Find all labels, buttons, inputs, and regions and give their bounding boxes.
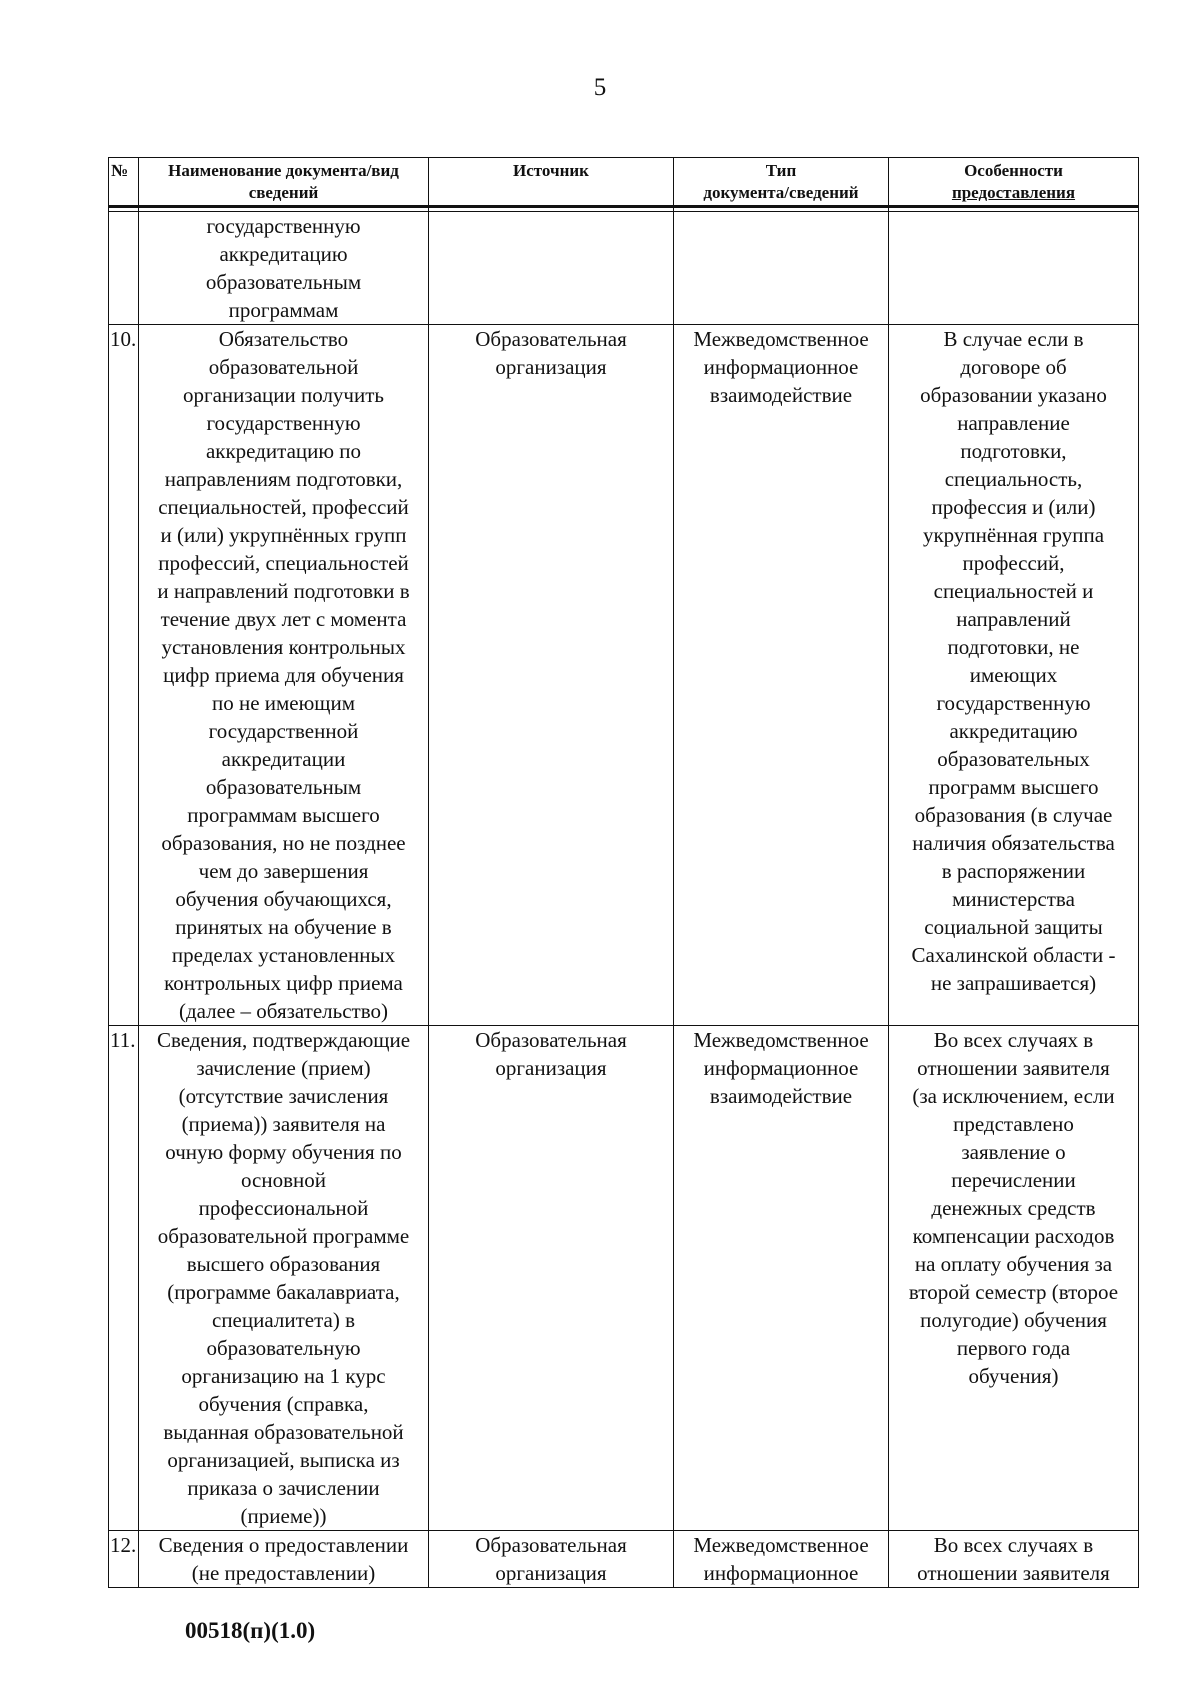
name-line: профессий, специальностей [158,551,409,575]
features-line: компенсации расходов [912,1224,1115,1248]
name-line: (приема)) заявителя на [181,1112,386,1136]
features-line: имеющих [969,663,1058,687]
name-line: зачисление (прием) [196,1056,371,1080]
features-line: социальной защиты [924,915,1103,939]
features-line: специальность, [944,467,1083,491]
name-line: очную форму обучения по [165,1140,402,1164]
features-line: обучения) [968,1364,1059,1388]
name-line: установления контрольных [161,635,406,659]
header-type-line: документа/сведений [703,183,859,202]
cell-type [674,1026,889,1531]
cell-name [139,325,429,1026]
header-features-line: предоставления [951,183,1076,202]
name-line: государственную [206,411,361,435]
features-line: (за исключением, если [912,1084,1115,1108]
name-line: аккредитацию по [205,439,362,463]
name-line: программам высшего [187,803,380,827]
header-type-line: Тип [765,161,797,180]
name-line: по не имеющим [211,691,356,715]
name-line: образовательным [205,270,362,294]
source-line: Образовательная [475,1533,627,1557]
cell-type [674,325,889,1026]
name-line: выданная образовательной [163,1420,404,1444]
features-line: В случае если в [943,327,1084,351]
name-line: (далее – обязательство) [178,999,388,1023]
features-line: направлений [956,607,1071,631]
header-type [674,158,889,207]
name-line: государственную [206,214,361,238]
type-line: информационное [703,355,859,379]
features-line: перечислении [951,1168,1076,1192]
features-line: заявление о [961,1140,1066,1164]
row-number [109,212,139,325]
name-line: образовательную [206,1336,361,1360]
page-number: 5 [593,74,607,101]
name-line: (программе бакалавриата, [167,1280,400,1304]
name-line: направлениям подготовки, [164,467,403,491]
cell-features [889,325,1139,1026]
features-line: образовании указано [920,383,1107,407]
name-line: организацию на 1 курс [181,1364,386,1388]
name-line: и (или) укрупнённых групп [160,523,407,547]
source-line: Образовательная [475,327,627,351]
features-line: денежных средств [931,1196,1096,1220]
features-line: профессия и (или) [931,495,1096,519]
cell-features [889,212,1139,325]
name-line: образовательной программе [157,1224,410,1248]
type-line: Межведомственное [693,1533,869,1557]
cell-features [889,1026,1139,1531]
document-code: 00518(п)(1.0) [185,1618,316,1643]
features-line: представлено [953,1112,1074,1136]
features-line: программ высшего [928,775,1099,799]
features-line: договоре об [960,355,1067,379]
name-line: принятых на обучение в [175,915,392,939]
name-line: организацией, выписка из [167,1448,400,1472]
name-line: организации получить [183,383,384,407]
features-line: второй семестр (второе [908,1280,1119,1304]
features-line: Во всех случаях в [933,1533,1094,1557]
name-line: чем до завершения [198,859,369,883]
header-features-line: Особенности [964,161,1063,180]
source-line: Образовательная [475,1028,627,1052]
features-line: в распоряжении [941,859,1086,883]
table-row [109,1531,1139,1588]
header-name-line: Наименование документа/вид [168,161,399,180]
row-number: 12. [109,1531,139,1588]
cell-source [429,1026,674,1531]
name-line: основной [241,1168,326,1192]
table-row [109,1026,1139,1531]
features-line: профессий, [962,551,1065,575]
cell-type [674,212,889,325]
table-body [109,212,1139,1588]
name-line: высшего образования [186,1252,381,1276]
name-line: течение двух лет с момента [160,607,407,631]
name-line: Сведения, подтверждающие [156,1028,411,1052]
name-line: образовательной [208,355,359,379]
source-line: организация [495,1056,607,1080]
name-line: и направлений подготовки в [157,579,410,603]
name-line: приказа о зачислении [187,1476,380,1500]
name-line: государственной [208,719,359,743]
features-line: наличия обязательства [912,831,1115,855]
name-line: контрольных цифр приема [164,971,403,995]
source-line: организация [495,355,607,379]
features-line: министерства [952,887,1075,911]
features-line: образовательных [937,747,1090,771]
cell-source [429,325,674,1026]
header-features [889,158,1139,207]
features-line: не запрашивается) [930,971,1097,995]
features-line: на оплату обучения за [914,1252,1113,1276]
name-line: обучения (справка, [198,1392,369,1416]
header-name-line: сведений [248,183,319,202]
features-line: Во всех случаях в [933,1028,1094,1052]
name-line: (отсутствие зачисления [178,1084,389,1108]
source-line: организация [495,1561,607,1585]
features-line: Сахалинской области - [911,943,1116,967]
features-line: образования (в случае [914,803,1113,827]
name-line: специалитета) в [212,1308,355,1332]
header-source: Источник [429,158,674,207]
cell-source [429,1531,674,1588]
features-line: первого года [956,1336,1071,1360]
features-line: отношении заявителя [917,1056,1110,1080]
name-line: пределах установленных [171,943,396,967]
name-line: Обязательство [218,327,349,351]
cell-type [674,1531,889,1588]
features-line: подготовки, [960,439,1067,463]
type-line: Межведомственное [693,1028,869,1052]
table-row [109,325,1139,1026]
features-line: полугодие) обучения [920,1308,1107,1332]
cell-source [429,212,674,325]
name-line: Сведения о предоставлении [158,1533,409,1557]
cell-features [889,1531,1139,1588]
header-num: № [109,158,139,207]
name-line: (не предоставлении) [191,1561,376,1585]
table-row [109,212,1139,325]
header-name [139,158,429,207]
name-line: образования, но не позднее [161,831,406,855]
type-line: Межведомственное [693,327,869,351]
features-line: государственную [936,691,1091,715]
name-line: аккредитации [221,747,346,771]
features-line: направление [957,411,1070,435]
type-line: взаимодействие [709,383,853,407]
name-line: профессиональной [198,1196,369,1220]
cell-name [139,1531,429,1588]
type-line: взаимодействие [709,1084,853,1108]
cell-name [139,1026,429,1531]
row-number: 11. [109,1026,139,1531]
name-line: специальностей, профессий [158,495,409,519]
features-line: специальностей и [933,579,1094,603]
row-number: 10. [109,325,139,1026]
name-line: (приеме)) [240,1504,327,1528]
cell-name [139,212,429,325]
features-line: укрупнённая группа [922,523,1105,547]
name-line: цифр приема для обучения [163,663,404,687]
features-line: аккредитацию [949,719,1078,743]
type-line: информационное [703,1561,859,1585]
name-line: программам [228,298,339,322]
table-header-row [109,158,1139,207]
type-line: информационное [703,1056,859,1080]
features-line: отношении заявителя [917,1561,1110,1585]
name-line: аккредитацию [219,242,348,266]
name-line: образовательным [205,775,362,799]
features-line: подготовки, не [947,635,1080,659]
documents-table [108,157,1139,1588]
name-line: обучения обучающихся, [175,887,392,911]
